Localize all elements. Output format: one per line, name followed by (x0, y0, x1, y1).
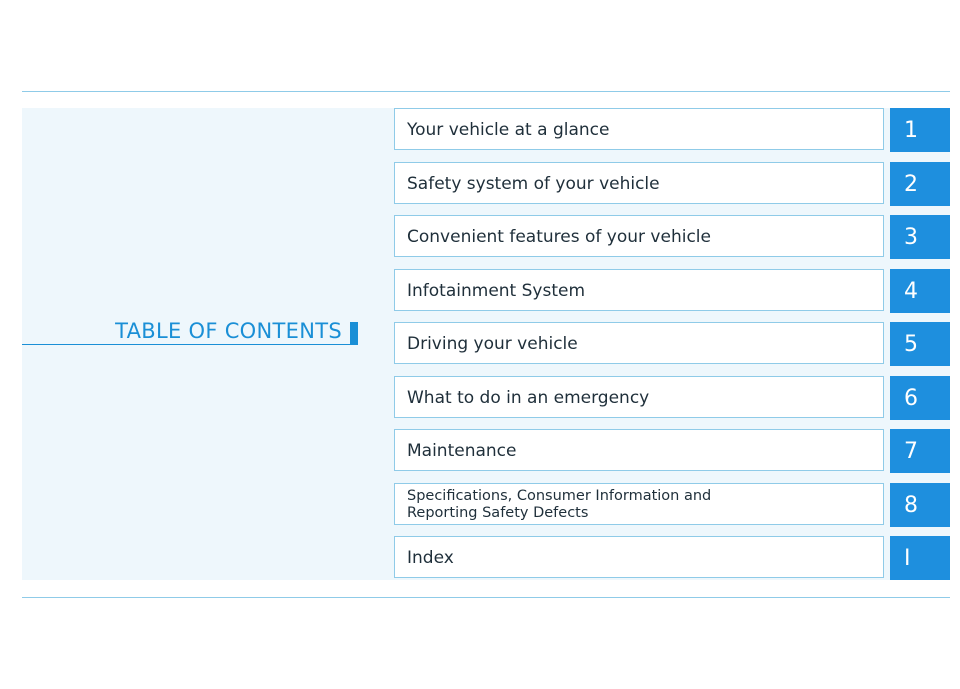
chapter-number-tab[interactable]: 1 (890, 108, 950, 152)
chapter-row-5[interactable] (394, 322, 950, 366)
chapter-number-tab[interactable]: 5 (890, 322, 950, 366)
toc-heading (22, 318, 358, 344)
toc-heading-underline (22, 344, 358, 345)
chapter-title: Your vehicle at a glance (407, 120, 610, 140)
chapter-number-tab[interactable]: 7 (890, 429, 950, 473)
chapter-title: Convenient features of your vehicle (407, 227, 711, 247)
chapter-number-tab[interactable]: 6 (890, 376, 950, 420)
chapter-row-index[interactable] (394, 536, 950, 580)
chapter-title-box (394, 322, 884, 364)
chapter-row-4[interactable] (394, 269, 950, 313)
chapter-title: Index (407, 548, 454, 568)
chapter-title: What to do in an emergency (407, 388, 650, 408)
chapter-title: Maintenance (407, 441, 517, 461)
chapter-title-box (394, 376, 884, 418)
chapter-row-8[interactable] (394, 483, 950, 527)
chapter-number-tab[interactable]: 8 (890, 483, 950, 527)
chapter-number-tab[interactable]: 4 (890, 269, 950, 313)
chapter-title-box (394, 215, 884, 257)
chapter-number-tab[interactable]: I (890, 536, 950, 580)
top-divider (22, 91, 950, 92)
chapter-title: Specifications, Consumer Information and Reporting Safety Defects (407, 488, 712, 521)
chapter-number-tab[interactable]: 3 (890, 215, 950, 259)
chapter-title-box (394, 429, 884, 471)
chapter-title-box (394, 162, 884, 204)
chapter-row-2[interactable] (394, 162, 950, 206)
chapter-row-7[interactable] (394, 429, 950, 473)
toc-heading-text: TABLE OF CONTENTS (115, 319, 342, 343)
chapter-title: Driving your vehicle (407, 334, 578, 354)
chapter-row-6[interactable] (394, 376, 950, 420)
chapter-row-3[interactable] (394, 215, 950, 259)
bottom-divider (22, 597, 950, 598)
chapter-row-1[interactable] (394, 108, 950, 152)
chapter-title-box (394, 536, 884, 578)
chapter-title: Safety system of your vehicle (407, 174, 660, 194)
chapter-title-box (394, 269, 884, 311)
chapter-list (394, 108, 950, 580)
chapter-title: Infotainment System (407, 281, 586, 301)
toc-heading-marker (350, 322, 358, 344)
chapter-title-box (394, 483, 884, 525)
chapter-title-box (394, 108, 884, 150)
chapter-number-tab[interactable]: 2 (890, 162, 950, 206)
